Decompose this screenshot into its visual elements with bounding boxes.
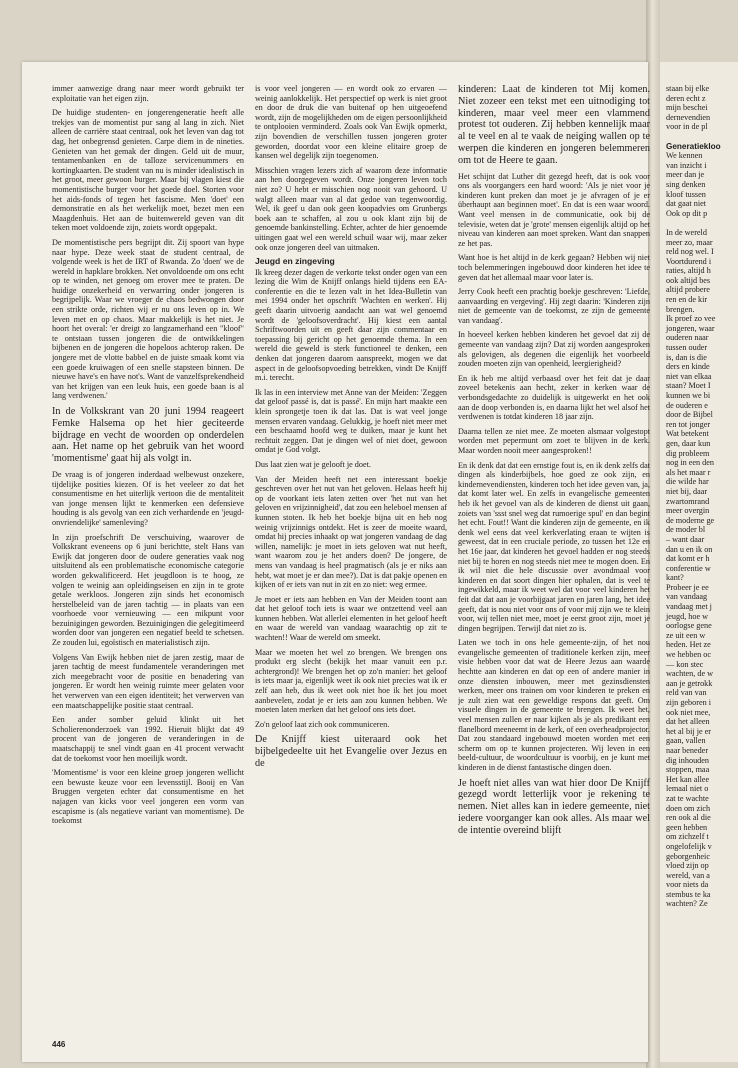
section-heading: Jeugd en zingeving xyxy=(255,256,335,267)
paragraph: Het schijnt dat Luther dit gezegd heeft, dat is ook voor ons als voorgangers een hard woord: 'Als je niet voor je kinderen kunt preken dan moet je je afvragen of je er überhaupt aan beginnen moet'. En dat is een waar woord. Want veel mensen in de communicatie, ook bij de televisie, weten dat je 'grote' mensen eigenlijk altijd op het niveau van kinderen aan moet spreken. Want dan snappen ze het pas. xyxy=(458,171,650,248)
next-page-line: ook altijd bes xyxy=(666,275,711,285)
next-page-line: — kon stec xyxy=(666,659,704,669)
next-page-line: wereld, van a xyxy=(666,870,710,880)
paragraph: Ik las in een interview met Anne van der Meiden: 'Zeggen dat geloof passé is, dat is passé'. En mijn hart maakte een klein sprongetje toen ik dat las. Dat is wat veel jonge mensen ervaren vandaag. Gelukkig, je hoeft niet meer met een beschaamd hoofd weg te duiken, maar je kunt het rechtuit zeggen. Dat je dingen wel of niet doet, gewoon omdat je God volgt. xyxy=(255,387,447,455)
next-page-line: ook niet mee, xyxy=(666,707,711,717)
next-page-line: – want daar xyxy=(666,534,705,544)
next-page-line: vloed zijn op xyxy=(666,861,709,871)
paragraph: De huidige studenten- en jongerengeneratie heeft alle trekjes van de momentist pur sang al lang in zich. Niet alleen de carrière staat centraal, ook het leven van dag tot dag, het onbegrensd genieten. Carpe diem in de nineties. Genieten van het gemak der dingen. Geld uit de muur, tentamenbanken en de talloze servicenummers en kortingkaarten. De student van nu is minder idealistisch in het groot, meer gewoon burger. Maar bij vlagen kiest die momentistische burger voor het goede doel. Storten voor het aids-fonds of tegen het fascisme. Men 'doet' een demonstratie en als het werkelijk moet, bezet men een Maagdenhuis. Het aan de buitenwereld geven van dit teken moet voldoende zijn, zoiets wordt opgepakt. xyxy=(52,108,244,233)
paragraph: Volgens Van Ewijk hebben niet de jaren zestig, maar de jaren tachtig de meest fundamentele veranderingen met zich meegebracht voor de positie en benadering van jongeren. Er wordt hen weinig ruimte meer gelaten voor het verwerven van een eigen identiteit; het verwerven van een maatschappelijke positie staat centraal. xyxy=(52,652,244,710)
intro-paragraph: kinderen: Laat de kinderen tot Mij komen. Niet zozeer een tekst met een uitnodiging tot kinderen, maar veel meer een vlammend protest tot ouderen. Zij hebben kennelijk maar al te veel en al te vaak de neiging wallen op te werpen die kinderen en jongeren belemmeren om tot de Heere te gaan. xyxy=(458,84,650,166)
next-page-line: Ook op dit p xyxy=(666,208,708,218)
intro-paragraph: De Knijff kiest uiteraard ook het bijbelgedeelte uit het Evangelie over Jezus en de xyxy=(255,734,447,769)
next-page-line: de moderne ge xyxy=(666,515,715,525)
next-page-line: sing denken xyxy=(666,179,706,189)
next-page-line: kloof tussen xyxy=(666,189,706,199)
next-page-line: Probeer je ee xyxy=(666,582,709,592)
paragraph: Misschien vragen lezers zich af waarom deze informatie aan hen doorgegeven wordt. Onze jongeren leven toch niet zo? U hebt er misschien nog nooit van gehoord. U walgt alleen maar van al dat gedoe van tegenwoordig. Wel, ik geef u dan ook geen koopadvies om Grunbergs boek aan te schaffen, al zou u ook klant zijn bij de genoemde bankinstelling. Echter, achter de hier genoemde uitingen gaat wel een wereld schuil waar wij, maar zeker ook onze jongeren deel van uitmaken. xyxy=(255,165,447,252)
next-page-line: Ik proef zo vee xyxy=(666,314,716,324)
next-page-line: stembus te ka xyxy=(666,889,711,899)
magazine-page xyxy=(22,62,648,1062)
next-page-line: ongelofelijk v xyxy=(666,841,712,851)
paragraph: Je moet er iets aan hebben en Van der Meiden toont aan dat het geloof toch iets is waar we ontzettend veel aan kunnen hebben. Wat allerlei elementen in het geloof heeft en waar de wereld van vandaag waarachtig op zit te wachten!! Waar de wereld om smeekt. xyxy=(255,594,447,643)
next-page-line: voor niets da xyxy=(666,880,709,890)
next-page-line: dat komt er h xyxy=(666,554,710,564)
paragraph: Een ander somber geluid klinkt uit het Scholierenonderzoek van 1992. Hieruit blijkt dat 49 procent van de jongeren de veranderingen in de maatschappij te snel vindt gaan en 41 procent verwacht dat de toekomst voor hen moeilijk wordt. xyxy=(52,715,244,763)
next-page-line: gaan, vallen xyxy=(666,736,706,746)
next-page-line: kunnen we bi xyxy=(666,391,711,400)
next-page-line: Voortdurend i xyxy=(666,256,712,266)
next-page-line: zijn geboren i xyxy=(666,698,712,707)
next-page-line: brengen. xyxy=(666,304,695,314)
next-page-edge xyxy=(660,62,738,1062)
paragraph: Want hoe is het altijd in de kerk gegaan? Hebben wij niet toch belemmeringen ingebouwd door kinderen het idee te geven dat het allemaal maar voor later is. xyxy=(458,253,650,282)
next-page-line: dig inhouden xyxy=(666,755,709,765)
paragraph: Van der Meiden heeft net een interessant boekje geschreven over het nut van het geloven. Helaas heeft hij op de voorkant iets laten zetten over 'het nut van het geloven en vrijzinnigheid', dat zou een heleboel mensen af kunnen stoten. Ik heb het boekje bijna uit en heb nog weinig vrijzinnigs ontdekt. Het is zeer de moeite waard, omdat hij precies inhaakt op wat jongeren vandaag de dag willen, namelijk: je moet in iets geloven wat nut heeft, want waarom zou je het anders doen? De jongere, de mens van vandaag is heel pragmatisch (als je er niks aan hebt, wat moet je er dan mee?). Dat is dat pakje openen en kijken of er iets van nut in zit en zo niet: weg ermee. xyxy=(255,474,447,590)
next-page-heading: Generatiekloo xyxy=(666,141,721,151)
next-page-line: Wat betekent xyxy=(666,429,709,439)
next-page-line: ders en kinde xyxy=(666,362,710,372)
next-page-line: meer dan je xyxy=(666,170,705,180)
next-page-line: mijn beschei xyxy=(666,103,708,113)
next-page-line: gen, daar kun xyxy=(666,438,711,448)
next-page-line: geen hebben xyxy=(666,822,708,832)
intro-paragraph: In de Volkskrant van 20 juni 1994 reageert Femke Halsema op het hier geciteerde bijdrage en vecht de woorden op onderdelen aan. Het name op het gebruik van het woord 'momentisme' gaat hij als volgt in. xyxy=(52,406,244,465)
next-page-line: de moder bl xyxy=(666,525,706,535)
next-page-line: meer overgin xyxy=(666,506,710,516)
next-page-line: naar beneder xyxy=(666,745,709,755)
next-page-line: niet van elkaa xyxy=(666,371,712,381)
next-page-line: In de wereld xyxy=(666,227,707,237)
next-page-line: vandaag met j xyxy=(666,602,712,612)
next-page-line: reld van van xyxy=(666,688,707,698)
next-page-line: geborgenheic xyxy=(666,851,710,861)
next-page-line: staan bij elke xyxy=(666,84,710,93)
next-page-line: dat gaat niet xyxy=(666,199,707,209)
next-page-line: zwartomrand xyxy=(666,496,710,506)
next-page-line: kant? xyxy=(666,573,684,583)
next-page-line: oorlogse gene xyxy=(666,621,712,631)
paragraph: Maar we moeten het wel zo brengen. We brengen ons produkt erg slecht (bekijk het maar vanuit een p.r. achtergrond)! We brengen het op zo'n manier: het geloof is iets maar ja, eigenlijk weet ik ook niet precies wat ik er zelf aan heb, dus ik weet ook niet hoe ik het jou moet aanbevelen, zodat je er iets aan zou kunnen hebben. We moeten laten merken dat het geloof ons iets doet. xyxy=(255,647,447,715)
next-page-line: Het kan allee xyxy=(666,774,710,784)
next-page-line: dat het alleen xyxy=(666,717,710,727)
next-page-line: ren en de kir xyxy=(666,295,708,305)
next-page-line: ren ook al die xyxy=(666,813,711,823)
paragraph: En ik heb me altijd verbaasd over het feit dat je daar zoveel betekenis aan hecht, zeker in kerken waar de verbondsgedachte zo duidelijk is uitgewerkt en het ook aan de doop verbonden is, en daarna lijkt het wel alsof het verdwenen is totdat kinderen 18 jaar zijn. xyxy=(458,373,650,422)
next-page-line: doen om zich xyxy=(666,803,711,813)
next-page-line: wachten, de w xyxy=(666,669,714,679)
paragraph: De vraag is of jongeren inderdaad welbewust onzekere, tijdelijke posities kiezen. Of is het veeleer zo dat het consumentisme en het uiterlijk vertoon die de mentaliteit van jonge mensen lijkt te kenmerken een defensieve houding is als gevolg van een zich verhardende en 'jeugd-onvriendelijke' samenleving? xyxy=(52,469,244,527)
next-page-line: altijd probere xyxy=(666,285,710,295)
paragraph: Ik kreeg dezer dagen de verkorte tekst onder ogen van een lezing die Wim de Knijff onlangs hield tijdens een EA-conferentie en die te lezen valt in het Idea-Bulletin van mei 1994 onder het opschrift 'Wachten en werken'. Hij geeft daarin uitvoerig aandacht aan wat wel genoemd wordt de 'geloofsoverdracht'. Hij kiest een aantal Schriftwoorden uit en geeft daar zijn commentaar en toepassing bij gericht op het genoemde thema. In een wereld die geweld is sterk functioneel te denken, een denken dat jongeren daarom aanspreekt, mogen we dat aspect in de geloofsopvoeding betrekken, vindt De Knijff m.i. terecht. xyxy=(255,267,447,383)
next-page-line: tussen ouder xyxy=(666,343,708,353)
next-page-line: heden. Het ze xyxy=(666,640,711,650)
paragraph: Laten we toch in ons hele gemeente-zijn, of het nou evangelische gemeenten of traditionele kerken zijn, meer visie hebben voor dat wat de Heere Jezus aan waarde hechtte aan kinderen en dat op een of andere manier in onze diensten inbouwen, meer met gezinsdiensten werken, meer ons trainen om voor kinderen te preken en je zult zien wat een geweldige respons dat geeft. Om visuele dingen in de gemeente te brengen. Ik weet het, veel mensen zullen er naar kijken als je als predikant een flanelbord meeneemt in de kerk, of een overheadprojector. Dat zou standaard ingebouwd moeten worden met een scherm om op te kunnen projecteren. Wij leven in een beeld-cultuur, de woordcultuur is voorbij, en je kunt met kinderen in de dienst fantastische dingen doen. xyxy=(458,638,650,773)
next-page-line: reld nog wel. I xyxy=(666,247,714,257)
text-column-3 xyxy=(458,84,650,1052)
next-page-line: de ouderen e xyxy=(666,400,708,410)
text-column-1 xyxy=(52,84,244,1052)
next-page-line: zat te wachte xyxy=(666,793,709,803)
paragraph: De momentistische pers begrijpt dit. Zij spoort van hype naar hype. Deze week staat de student centraal, de volgende week is het de IRT of Rwanda. Zo 'doen' we de wereld in hapklare brokken. Net onvoldoende om ons echt op te winden, net genoeg om erover mee te praten. De huidige onzekerheid en verwarring onder jongeren is begrijpelijk. Waar we vroeger de chaos bedwongen door een strikte orde, richten wij er nu ons leven op in. We leven met en op chaos. Maar makkelijk is het niet. Je hoort het overal: 'er dreigt zo langzamerhand een "kloof" te ontstaan tussen jongeren die de ontwikkelingen bijbenen en de jongeren die hopeloos achterop raken. De jongere met de vlotte babbel en de juiste smaak komt via een goede kruiwagen of een snelle stapsteen binnen. De nieuwe have's en have not's. Want de vanzelfsprekendheid van het krijgen van een leuk huis, een goede baan is al lang verdwenen.' xyxy=(52,237,244,401)
next-page-line: voor in de pl xyxy=(666,122,708,132)
page-number: 446 xyxy=(52,1040,66,1049)
next-page-line: dig probleem xyxy=(666,448,710,458)
next-page-line: nog in een den xyxy=(666,458,714,468)
next-page-text xyxy=(666,84,738,909)
next-page-line: dan u en ik on xyxy=(666,544,713,554)
paragraph: Daarna tellen ze niet mee. Ze moeten alsmaar volgestopt worden met pepermunt om zoet te blijven in de kerk. Maar worden nooit meer aangesproken!! xyxy=(458,426,650,456)
next-page-line: jeugd, hoe w xyxy=(666,611,709,621)
next-page-line: door de Bijbel xyxy=(666,410,713,420)
next-page-line: lemaal niet o xyxy=(666,784,709,794)
paragraph: En ik denk dat dat een ernstige fout is, en ik denk zelfs dat dingen als kinderbijbels, hoe goed ze ook zijn, en kindernevendiensten, kinderen toch het idee geven van, ja, dat komt later wel. En zelfs in evangelische gemeenten heb ik het gevoel van als de kinderen de dienst uit gaan, zoiets van 'ssst snel weg dat rumoerige spul' en dan begint het echt. Fout!! Want die kinderen zijn de gemeente, en ik denk wel eens dat veel kerkverlating eraan te wijten is geweest, dat in een cruciale periode, zo tussen het 12e en het 16e jaar, dat kinderen het gevoel hadden er nog steeds niet bij te horen en nog steeds niet mee te mogen doen. En ik wil niet die hele discussie over avondmaal voor kinderen en dat soort dingen hier ophalen, dat is veel te ingewikkeld, maar ik weet wel dat voor veel kinderen het feit dat dat aan je voorbijgaat jaren en jaren lang, het idee geeft, dat is nou niet voor ons of voor mij zijn we te klein voor, wij tellen niet mee, moet je eerst groot zijn, moet je dingen begrijpen. Terwijl dat niet zo is. xyxy=(458,460,650,633)
next-page-line xyxy=(666,132,738,142)
text-column-2 xyxy=(255,84,447,1052)
next-page-line: raties, altijd h xyxy=(666,266,711,276)
next-page-line: We kennen xyxy=(666,151,703,161)
next-page-line: we hebben oc xyxy=(666,650,712,660)
next-page-line: conferentie w xyxy=(666,563,711,573)
intro-paragraph: Je hoeft niet alles van wat hier door De Knijff gezegd wordt letterlijk voor je rekening te nemen. Niet alles kan in iedere gemeente, niet iedere voorganger kan ook alles. Als maar wel de intentie overeind blijft xyxy=(458,777,650,836)
next-page-line: aan je getrokk xyxy=(666,678,713,688)
next-page-line: staan? Moet I xyxy=(666,381,711,391)
paragraph: Jerry Cook heeft een prachtig boekje geschreven: 'Liefde, aanvaarding en vergeving'. Hij zegt daarin: 'Kinderen zijn niet de gemeente van de toekomst, ze zijn de gemeente van vandaag'. xyxy=(458,287,650,325)
next-page-line: is, dan is die xyxy=(666,352,707,362)
next-page-line: dernevendien xyxy=(666,112,711,122)
next-page-line: ren tot jonger xyxy=(666,419,711,429)
paragraph: immer aanwezige drang naar meer wordt gebruikt ter exploitatie van het eigen zijn. xyxy=(52,84,244,103)
paragraph: Dus laat zien wat je gelooft je doet. xyxy=(255,459,371,469)
next-page-line: niet bij, daar xyxy=(666,486,708,496)
paragraph: Zo'n geloof laat zich ook communiceren. xyxy=(255,719,390,729)
paragraph: In zijn proefschrift De verschuiving, waarover de Volkskrant eveneens op 6 juni berichtte, stelt Hans van Ewijk dat jongeren door de oudere generaties vaak nog uitsluitend als een problematische economische categorie worden gekwalificeerd. Het jeugdloon is te hoog, ze volgen te weinig aan opleidingseisen en zijn in te grote getale werkloos. Jongeren zijn sinds het economisch herstelbeleid van de jaren tachtig — in plaats van een voorhoede voor vernieuwing — een mikpunt voor bezuinigingen geworden. Bezuinigingen die gelegitimeerd worden door van jongeren een negatief beeld te schetsen. Ze zouden lui, egoïstisch en materialistisch zijn. xyxy=(52,532,244,648)
paragraph: 'Momentisme' is voor een kleine groep jongeren wellicht een bewuste keuze voor een levensstijl. Booij en Van Bruggen vergeten echter dat consumentisme en het najagen van kicks voor veel jongeren een vorm van escapisme is (als negatieve variant van momentisme). De toekomst xyxy=(52,768,244,826)
next-page-line: jongeren, waar xyxy=(666,323,715,333)
next-page-line: als het maar r xyxy=(666,467,711,477)
next-page-line: het al bij je er xyxy=(666,726,712,736)
next-page-line: om zichzelf t xyxy=(666,832,709,842)
paragraph: is voor veel jongeren — en wordt ook zo ervaren — weinig aanlokkelijk. Het perspectief op werk is niet groot en door de druk die van buitenaf op hen uitgeoefend wordt, zijn de mogelijkheden om de eigen persoonlijkheid te ontplooien verminderd. Zoals ook Van Ewijk opmerkt, zijn bovendien de verschillen tussen jongeren groter geworden, doordat voor een kleine elitaire groep de kansen wel degelijk zijn toegenomen. xyxy=(255,84,447,161)
next-page-line: ze uit een w xyxy=(666,630,706,640)
next-page-line: stoppen, maa xyxy=(666,765,710,775)
next-page-line: ouderen naar xyxy=(666,333,709,343)
paragraph: In hoeveel kerken hebben kinderen het gevoel dat zij de gemeente van vandaag zijn? Dat zij worden aangesproken als gelovigen, als degenen die eigenlijk het voorbeeld zouden moeten zijn van openheid, leergierigheid? xyxy=(458,330,650,369)
next-page-line: van inzicht i xyxy=(666,160,707,170)
next-page-line: van vandaag xyxy=(666,592,708,602)
next-page-line: wachten? Ze xyxy=(666,899,708,909)
next-page-line xyxy=(666,218,738,228)
next-page-line: die wilde har xyxy=(666,477,709,487)
next-page-line: deren echt z xyxy=(666,93,706,103)
next-page-line: meer zo, maar xyxy=(666,237,713,247)
